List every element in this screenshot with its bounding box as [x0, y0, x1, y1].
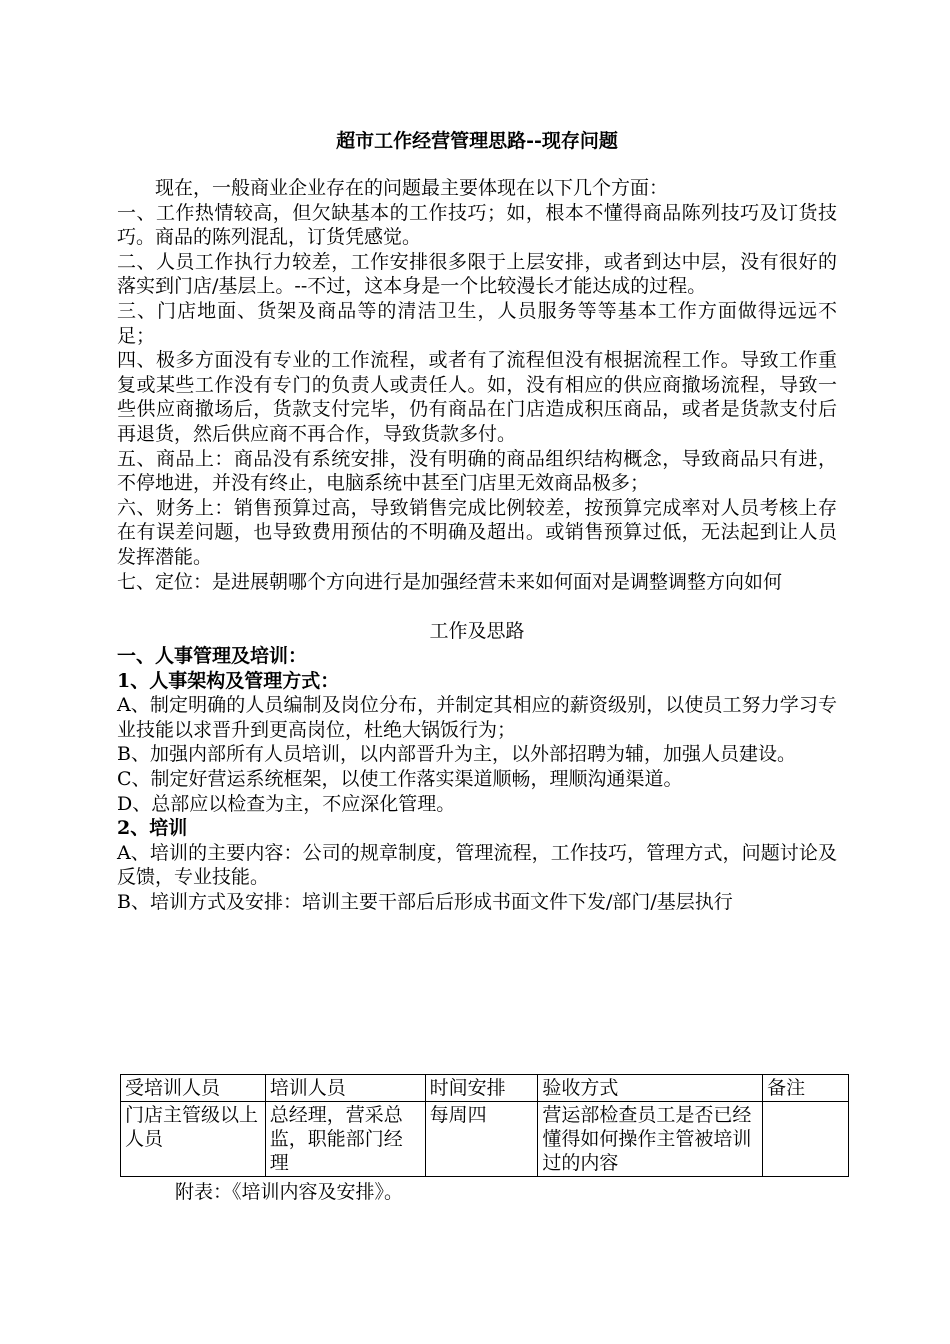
problem-item-7: 七、定位：是进展朝哪个方向进行是加强经营未来如何面对是调整调整方向如何	[117, 570, 783, 593]
training-heading: 2、培训	[117, 817, 188, 840]
structure-item-d: D、总部应以检查为主，不应深化管理。	[117, 792, 456, 815]
section-title: 工作及思路	[429, 620, 525, 643]
problem-item-2: 二、人员工作执行力较差，工作安排很多限于上层安排，或者到达中层，没有很好的落实到门店/基层上。--不过，这本身是一个比较漫长才能达成的过程。	[117, 250, 837, 298]
structure-item-c: C、制定好营运系统框架，以使工作落实渠道顺畅，理顺沟通渠道。	[117, 768, 683, 791]
problem-item-5: 五、商品上：商品没有系统安排，没有明确的商品组织结构概念，导致商品只有进，不停地进，并没有终止，电脑系统中甚至门店里无效商品极多；	[117, 447, 837, 495]
cell-schedule: 每周四	[425, 1102, 538, 1177]
cell-remarks	[763, 1102, 849, 1177]
section-spacer	[117, 594, 837, 618]
problem-item-4: 四、极多方面没有专业的工作流程，或者有了流程但没有根据流程工作。导致工作重复或某些工作没有专门的负责人或责任人。如，没有相应的供应商撤场流程，导致一些供应商撤场后，货款支付完毕，仍有商品在门店造成积压商品，或者是货款支付后再退货，然后供应商不再合作，导致货款多付。	[117, 349, 837, 445]
table-caption: 附表：《培训内容及安排》。	[175, 1181, 404, 1203]
structure-heading: 1、人事架构及管理方式：	[117, 669, 340, 692]
document-body	[117, 128, 837, 915]
problem-item-1: 一、工作热情较高，但欠缺基本的工作技巧；如，根本不懂得商品陈列技巧及订货技巧。商品的陈列混乱，订货凭感觉。	[117, 201, 837, 249]
intro-paragraph: 现在，一般商业企业存在的问题最主要体现在以下几个方面：	[155, 177, 669, 199]
table-header-row	[121, 1075, 849, 1102]
training-item-a: A、培训的主要内容：公司的规章制度，管理流程，工作技巧，管理方式，问题讨论及反馈，专业技能。	[117, 841, 837, 889]
header-acceptance: 验收方式	[538, 1075, 763, 1102]
structure-item-a: A、制定明确的人员编制及岗位分布，并制定其相应的薪资级别，以使员工努力学习专业技能以求晋升到更高岗位，杜绝大锅饭行为；	[117, 694, 837, 741]
problem-item-6: 六、财务上：销售预算过高，导致销售完成比例较差，按预算完成率对人员考核上存在有误差问题，也导致费用预估的不明确及超出。或销售预算过低，无法起到让人员发挥潜能。	[117, 496, 837, 568]
header-remarks: 备注	[763, 1075, 849, 1102]
cell-acceptance: 营运部检查员工是否已经懂得如何操作主管被培训过的内容	[538, 1102, 763, 1177]
training-item-b: B、培训方式及安排：培训主要干部后后形成书面文件下发/部门/基层执行	[117, 891, 733, 914]
problem-item-3: 三、门店地面、货架及商品等的清洁卫生，人员服务等等基本工作方面做得远远不足；	[117, 299, 837, 347]
document-title: 超市工作经营管理思路--现存问题	[336, 130, 618, 152]
structure-item-b: B、加强内部所有人员培训，以内部晋升为主，以外部招聘为辅，加强人员建设。	[117, 743, 796, 766]
table-row	[121, 1102, 849, 1177]
header-trainers: 培训人员	[265, 1075, 425, 1102]
cell-trainees: 门店主管级以上人员	[121, 1102, 266, 1177]
header-trainees: 受培训人员	[121, 1075, 266, 1102]
hr-heading: 一、人事管理及培训：	[117, 645, 308, 668]
training-table	[120, 1074, 849, 1177]
cell-trainers: 总经理，营采总监，职能部门经理	[265, 1102, 425, 1177]
header-schedule: 时间安排	[425, 1075, 538, 1102]
